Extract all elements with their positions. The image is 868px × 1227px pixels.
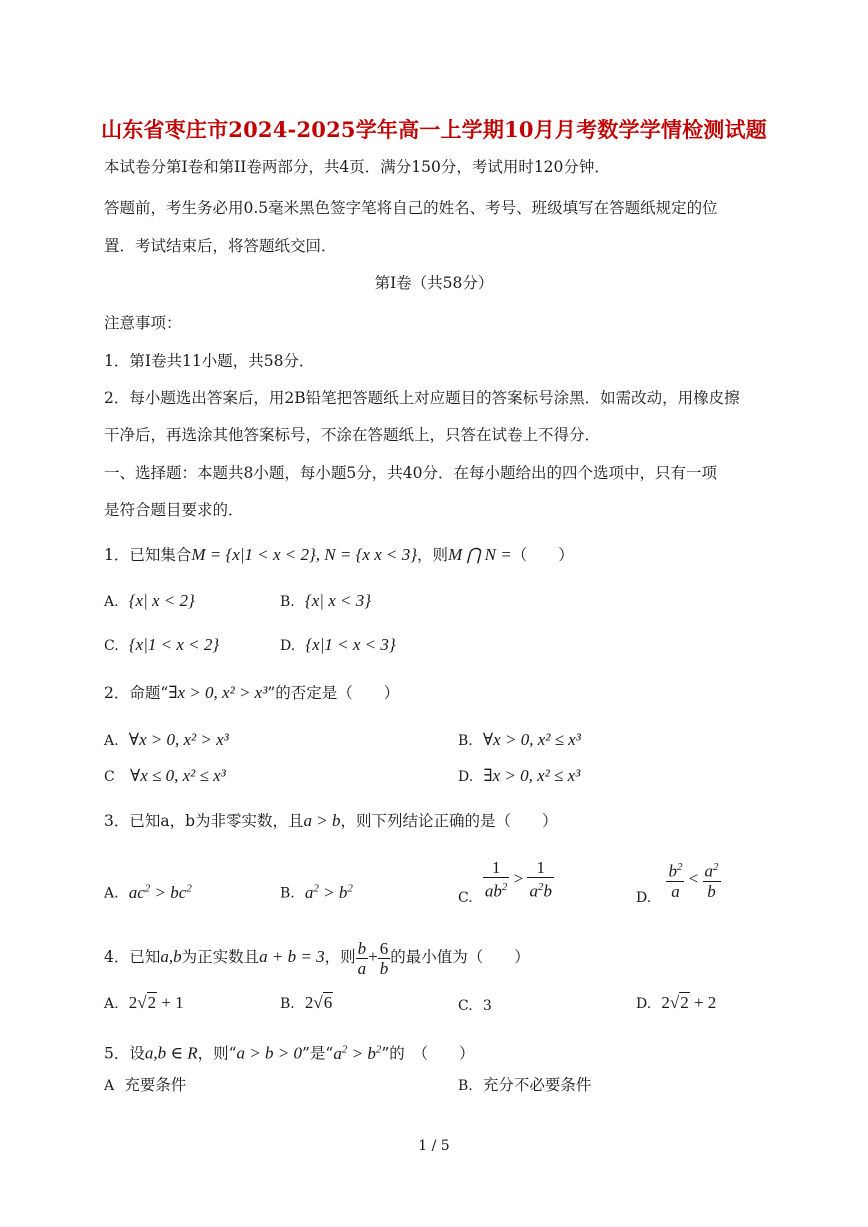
q4-option-c [458, 995, 492, 1016]
q1-sets: M = {x|1 < x < 2}, N = {x x < 3} [191, 545, 418, 564]
part-heading-2: 是符合题目要求的． [104, 501, 244, 519]
q3-a-label: A. [104, 885, 119, 902]
q3-prefix: 3．已知a，b为非零实数，且 [104, 812, 304, 830]
q3-c-frac1: $\frac{1}{ab^2}$ [484, 858, 508, 901]
q1-option-d [280, 635, 396, 656]
q3-d-frac1: $\frac{b^2}{a}$ [666, 858, 684, 901]
q2-b-text: ∀x > 0, x² ≤ x³ [482, 730, 581, 749]
q5-cond1: a > b > 0 [236, 1043, 302, 1063]
notes-heading: 注意事项： [104, 314, 182, 332]
q3-a-text: $ac^2 > bc^2$ [128, 882, 192, 902]
q4-cond: a + b = 3 [259, 947, 325, 966]
q5-option-b [458, 1075, 591, 1096]
q5-cond2: $a^2 > b^2$ [333, 1043, 382, 1063]
q2-b-label: B. [458, 733, 473, 749]
q2-a-label: A. [104, 733, 119, 749]
q1-d-text: {x|1 < x < 3} [305, 635, 396, 654]
q4-b-text: 2√6 [304, 993, 333, 1012]
intro-line-1: 本试卷分第Ⅰ卷和第II卷两部分，共4页．满分150分，考试用时120分钟． [104, 158, 610, 176]
q2-prop: ∃x > 0, x² > x³ [168, 683, 268, 702]
q4-option-d [636, 993, 716, 1014]
q4-mid2: ，则 [324, 948, 356, 966]
q3-d-frac2: $\frac{a^2}{b}$ [703, 858, 721, 901]
q4-frac-6-over-b: $\frac{6}{b}$ [379, 938, 389, 978]
q4-d-label: D. [636, 996, 652, 1012]
q3-option-d: D. $\frac{b^2}{a}$ < $\frac{a^2}{b}$ [636, 858, 721, 908]
q2-rquote: ” [267, 684, 276, 702]
q3-suffix: ，则下列结论正确的是（ ） [340, 812, 558, 830]
q4-suffix: 的最小值为（ ） [390, 948, 530, 966]
section-heading: 第Ⅰ卷（共58分） [374, 274, 494, 292]
q2-d-label: D. [458, 769, 474, 785]
q3-d-label: D. [636, 889, 652, 906]
question-3 [104, 811, 558, 831]
q4-mid: 为正实数且 [181, 948, 260, 966]
part-heading-1: 一、选择题：本题共8小题，每小题5分，共40分．在每小题给出的四个选项中，只有一项 [104, 464, 717, 482]
q4-b-label: B. [280, 996, 295, 1012]
q1-b-label: B. [280, 594, 295, 610]
q2-c-text: ∀x ≤ 0, x² ≤ x³ [129, 766, 226, 785]
intro-line-2: 答题前，考生务必用0.5毫米黑色签字笔将自己的姓名、考号、班级填写在答题纸规定的位 [104, 199, 718, 217]
q4-c-label: C. [458, 998, 473, 1014]
notes-item-1: 1．第Ⅰ卷共11小题，共58分． [104, 352, 315, 370]
q4-a-text: 2√2 + 1 [128, 993, 184, 1012]
page-number: 1 / 5 [418, 1138, 450, 1154]
q4-a-label: A. [104, 996, 119, 1012]
q1-b-text: {x| x < 3} [304, 591, 372, 610]
q3-option-c: C. $\frac{1}{ab^2}$ > $\frac{1}{a^2b}$ [458, 858, 552, 906]
q4-frac-b-over-a: $\frac{b}{a}$ [357, 938, 367, 978]
q1-c-label: C. [104, 638, 119, 654]
notes-item-2a: 2．每小题选出答案后，用2B铅笔把答题纸上对应题目的答案标号涂黑．如需改动，用橡皮擦 [104, 389, 740, 407]
q4-prefix: 4．已知 [104, 948, 161, 966]
q2-d-text: ∃x > 0, x² ≤ x³ [483, 766, 581, 785]
q2-lquote: “ [160, 684, 169, 702]
q3-b-text: $a^2 > b^2$ [304, 882, 353, 902]
q4-d-text: 2√2 + 2 [661, 993, 717, 1012]
q5-mid: ，则“ [197, 1044, 237, 1063]
q4-c-text: 3 [482, 998, 492, 1014]
question-1 [104, 545, 574, 565]
q2-suffix: 的否定是（ ） [275, 684, 400, 702]
q5-mid2: ”是“ [301, 1044, 334, 1063]
question-4: 4．已知a,b为正实数且a + b = 3，则 $\frac{b}{a}$ + $\frac{6}{b}$ 的最小值为（ ） [104, 938, 530, 978]
q5-b-label: B. [458, 1078, 473, 1094]
q1-c-text: {x|1 < x < 2} [128, 635, 220, 654]
q5-vars: a,b ∈ R [144, 1043, 198, 1063]
q1-d-label: D. [280, 638, 296, 654]
question-2 [104, 683, 399, 703]
q4-option-a [104, 993, 184, 1014]
q3-c-label: C. [458, 889, 473, 906]
q1-paren: （ ） [511, 546, 574, 564]
q4-option-b [280, 993, 333, 1014]
q2-option-b [458, 730, 581, 751]
q5-option-a [104, 1075, 186, 1096]
q5-a-text: 充要条件 [124, 1076, 187, 1094]
q2-option-a [104, 730, 229, 751]
q1-prefix: 1．已知集合 [104, 546, 192, 564]
notes-item-2b: 干净后，再选涂其他答案标号，不涂在答题纸上，只答在试卷上不得分． [104, 426, 601, 444]
q1-option-a [104, 591, 195, 612]
exam-title: 山东省枣庄市2024-2025学年高一上学期10月月考数学学情检测试题 [101, 117, 767, 142]
q1-option-c [104, 635, 219, 656]
q3-cond: a > b [303, 811, 341, 830]
q2-option-d [458, 766, 580, 787]
q3-b-label: B. [280, 885, 295, 902]
q5-suffix: ”的 （ ） [381, 1044, 475, 1063]
q1-option-b [280, 591, 371, 612]
q3-option-a [104, 878, 192, 904]
q4-vars: a,b [160, 947, 182, 966]
question-5 [104, 1039, 475, 1064]
q2-a-text: ∀x > 0, x² > x³ [128, 730, 229, 749]
q3-c-frac2: $\frac{1}{a^2b}$ [529, 858, 552, 901]
q3-option-b [280, 878, 353, 904]
q1-a-text: {x| x < 2} [128, 591, 195, 610]
q1-ask: M ⋂ N = [448, 545, 512, 564]
q2-option-c [104, 766, 226, 787]
q5-a-label: A [104, 1078, 115, 1094]
q1-mid: ，则 [417, 546, 449, 564]
q1-a-label: A. [104, 594, 119, 610]
q5-b-text: 充分不必要条件 [482, 1076, 592, 1094]
intro-line-3: 置．考试结束后，将答题纸交回． [104, 237, 337, 255]
q2-prefix: 2．命题 [104, 684, 161, 702]
q5-prefix: 5．设 [104, 1044, 145, 1063]
q2-c-label: C [104, 769, 115, 785]
